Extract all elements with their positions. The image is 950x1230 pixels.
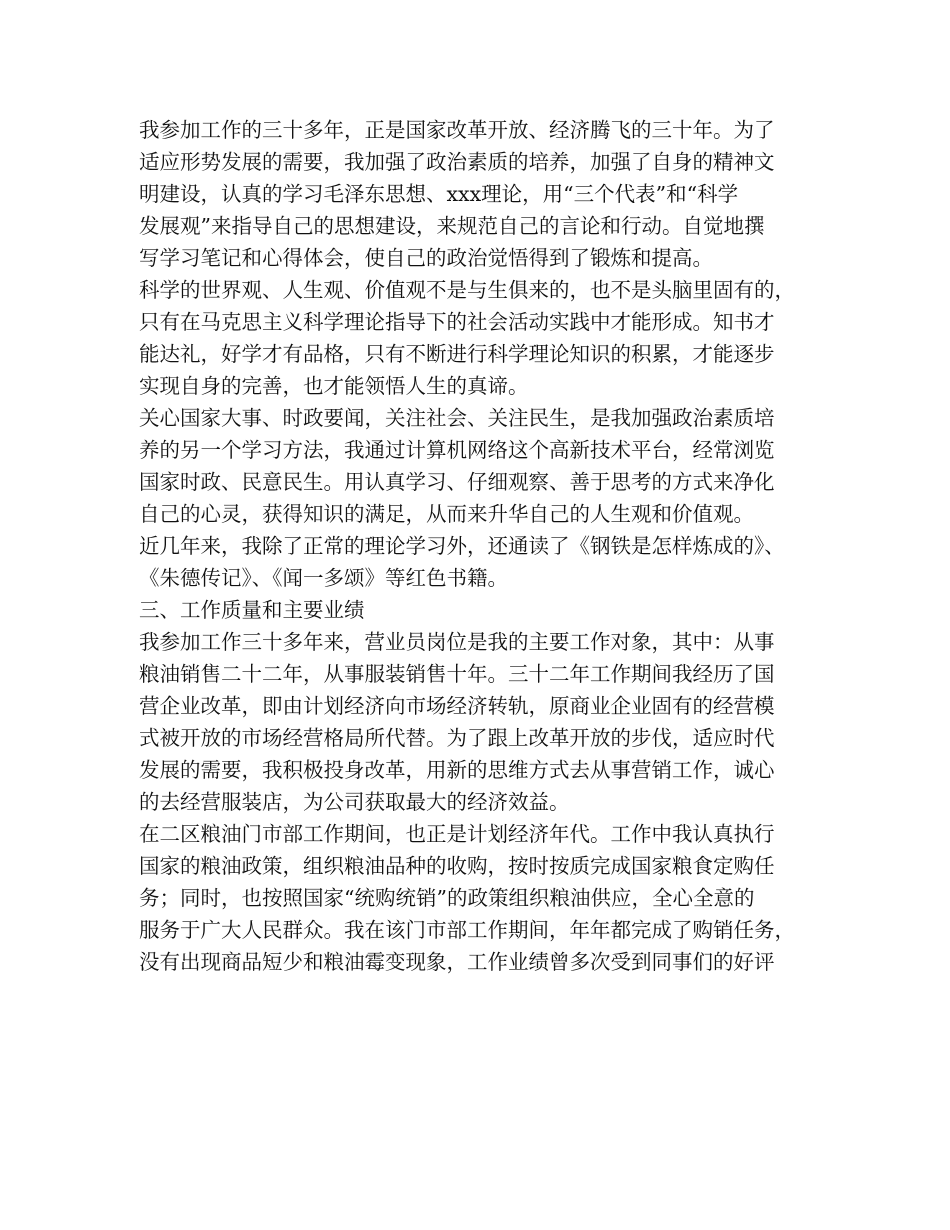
text-line: 三、工作质量和主要业绩 [139, 598, 365, 622]
text-line: 发展的需要，我积极投身改革，用新的思维方式去从事营销工作，诚心 [139, 758, 775, 782]
text-line: 国家时政、民意民生。用认真学习、仔细观察、善于思考的方式来净化 [139, 470, 775, 494]
text-line: 发展观”来指导自己的思想建设，来规范自己的言论和行动。自觉地撰 [139, 214, 765, 238]
text-line: 只有在马克思主义科学理论指导下的社会活动实践中才能形成。知书才 [139, 310, 775, 334]
text-line: 养的另一个学习方法，我通过计算机网络这个高新技术平台，经常浏览 [139, 438, 775, 462]
text-line: 《朱德传记》、《闻一多颂》等红色书籍。 [139, 566, 508, 590]
text-line: 科学的世界观、人生观、价值观不是与生俱来的，也不是头脑里固有的， [139, 278, 795, 302]
text-line: 没有出现商品短少和粮油霉变现象，工作业绩曾多次受到同事们的好评 [139, 950, 775, 974]
text-line: 适应形势发展的需要，我加强了政治素质的培养，加强了自身的精神文 [139, 150, 775, 174]
text-line: 关心国家大事、时政要闻，关注社会、关注民生，是我加强政治素质培 [139, 406, 775, 430]
text-line: 粮油销售二十二年，从事服装销售十年。三十二年工作期间我经历了国 [139, 662, 775, 686]
text-line: 务；同时，也按照国家“统购统销”的政策组织粮油供应，全心全意的 [139, 886, 755, 910]
text-line: 我参加工作三十多年来，营业员岗位是我的主要工作对象，其中：从事 [139, 630, 775, 654]
text-line: 国家的粮油政策，组织粮油品种的收购，按时按质完成国家粮食定购任 [139, 854, 775, 878]
document-body [139, 114, 829, 978]
text-line: 的去经营服装店，为公司获取最大的经济效益。 [139, 790, 570, 814]
text-line: 写学习笔记和心得体会，使自己的政治觉悟得到了锻炼和提高。 [139, 246, 713, 270]
text-line: 我参加工作的三十多年，正是国家改革开放、经济腾飞的三十年。为了 [139, 118, 775, 142]
text-line: 能达礼，好学才有品格，只有不断进行科学理论知识的积累，才能逐步 [139, 342, 775, 366]
text-line: 式被开放的市场经营格局所代替。为了跟上改革开放的步伐，适应时代 [139, 726, 775, 750]
text-line: 自己的心灵，获得知识的满足，从而来升华自己的人生观和价值观。 [139, 502, 754, 526]
text-line: 近几年来，我除了正常的理论学习外，还通读了《钢铁是怎样炼成的》、 [139, 534, 785, 558]
text-line: 明建设，认真的学习毛泽东思想、xxx理论，用“三个代表”和“科学 [139, 182, 739, 206]
text-line: 实现自身的完善，也才能领悟人生的真谛。 [139, 374, 529, 398]
text-line: 服务于广大人民群众。我在该门市部工作期间，年年都完成了购销任务， [139, 918, 795, 942]
text-line: 在二区粮油门市部工作期间，也正是计划经济年代。工作中我认真执行 [139, 822, 775, 846]
text-line: 营企业改革，即由计划经济向市场经济转轨，原商业企业固有的经营模 [139, 694, 775, 718]
